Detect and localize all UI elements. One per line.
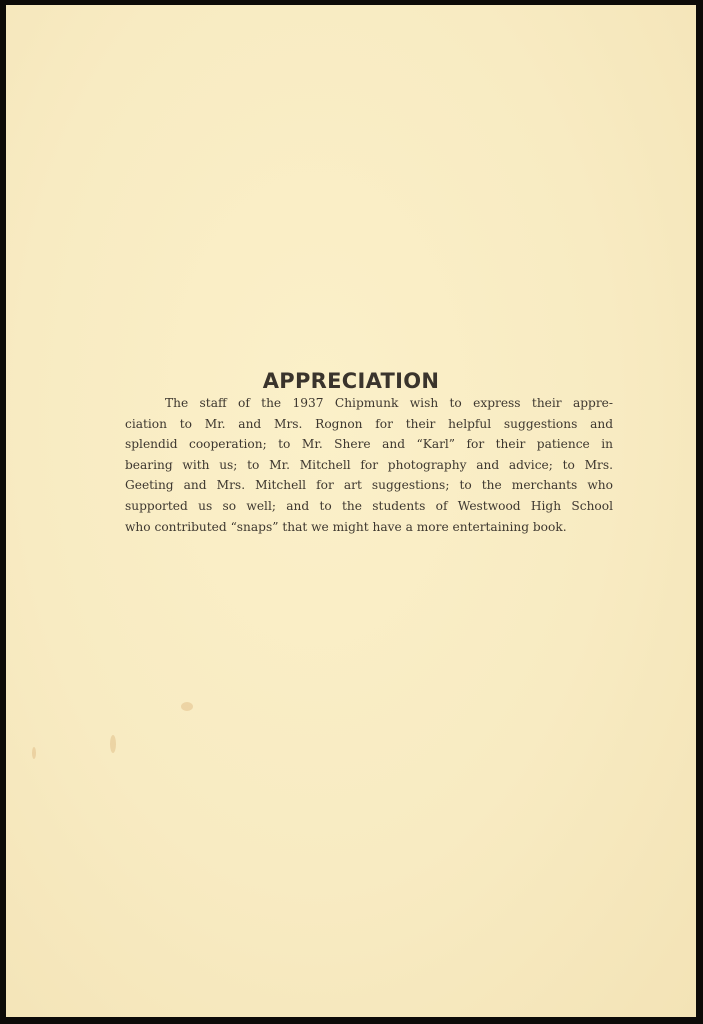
paragraph-line: who contributed “snaps” that we might have a more entertaining book. — [125, 519, 567, 534]
page-title: APPRECIATION — [262, 369, 440, 394]
paper-stain — [181, 702, 193, 711]
paper-stain — [32, 747, 36, 759]
paragraph-line: bearing with us; to Mr. Mitchell for photography and advice; to Mrs. — [125, 457, 613, 472]
appreciation-paragraph — [125, 393, 613, 537]
paragraph-line: Geeting and Mrs. Mitchell for art suggestions; to the merchants who — [125, 478, 613, 493]
paragraph-line: ciation to Mr. and Mrs. Rognon for their helpful suggestions and — [125, 416, 613, 431]
paragraph-line: The staff of the 1937 Chipmunk wish to express their appre- — [165, 396, 613, 410]
paragraph-line: supported us so well; and to the students of Westwood High School — [125, 498, 613, 513]
paper-stain — [110, 735, 116, 753]
paragraph-line: splendid cooperation; to Mr. Shere and “Karl” for their patience in — [125, 437, 613, 452]
yearbook-page — [6, 5, 696, 1017]
